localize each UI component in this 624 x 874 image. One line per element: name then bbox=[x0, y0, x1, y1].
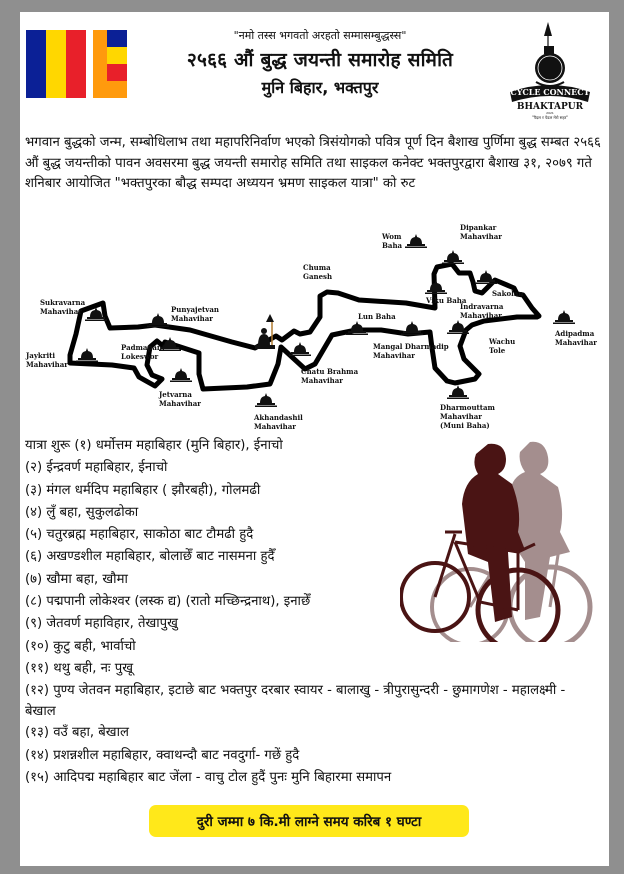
list-item: (१३) वउँ बहा, बेखाल bbox=[25, 725, 129, 741]
map-label-wom-baha: Wom Baha bbox=[382, 232, 403, 250]
map-label-indravarna: Indravarna Mahavihar bbox=[460, 302, 504, 320]
temple-icon bbox=[442, 250, 464, 264]
temple-icon bbox=[405, 234, 427, 248]
list-item: (११) थथु बही, नः पुखू bbox=[25, 660, 134, 676]
poster-card bbox=[20, 12, 609, 866]
list-item: (८) पद्मपानी लोकेश्वर (लस्क द्य) (रातो मच्छिन्द्रनाथ), इनाछेँ bbox=[25, 594, 311, 610]
cycle-connect-logo bbox=[500, 20, 600, 120]
organization-title: २५६६ औं बुद्ध जयन्ती समारोह समिति bbox=[186, 49, 454, 71]
map-label-dharmouttam: Dharmouttam Mahavihar (Muni Baha) bbox=[440, 403, 495, 430]
temple-icon bbox=[255, 393, 277, 407]
map-label-jaykriti: Jaykriti Mahavihar bbox=[26, 351, 68, 369]
map-label-sukravarna: Sukravarna Mahavihar bbox=[40, 298, 86, 316]
map-label-padmapani: Padmapani Lokeswor bbox=[121, 343, 165, 361]
temple-icon bbox=[170, 368, 192, 382]
intro-paragraph: भगवान बुद्धको जन्म, सम्बोधिलाभ तथा महापरिनिर्वाण भएको त्रिसंयोगको पवित्र पूर्ण दिन बैशाख पुर्णिमा बुद्ध सम्बत २५६६ औं बुद्ध जयन्तीको पावन अवसरमा बुद्ध जयन्ती समारोह समिति तथा साइकल कनेक्ट भक्तपुरद्वारा बैशाख ३१, २०७९ गते शनिबार आयोजित "भक्तपुरका बौद्ध सम्पदा अध्ययन भ्रमण साइकल यात्रा" को रुट bbox=[25, 135, 601, 191]
logo-year: 2021 bbox=[546, 111, 554, 115]
list-item: (१०) कुटु बही, भार्वाचो bbox=[25, 638, 136, 654]
map-label-punyajetvan: Punyajetvan Mahavihar bbox=[171, 305, 219, 323]
header bbox=[120, 26, 520, 98]
temple-icon bbox=[425, 280, 447, 294]
logo-banner-text: CYCLE CONNECT bbox=[510, 87, 590, 97]
temple-icon bbox=[147, 313, 169, 327]
list-item: (३) मंगल धर्मदिप महाबिहार ( झौरबही), गोलमढी bbox=[25, 482, 261, 498]
map-label-chatu-brahma: Chatu Brahma Mahavihar bbox=[301, 367, 359, 385]
map-label-chuma-ganesh: Chuma Ganesh bbox=[303, 263, 333, 281]
map-label-jetvarna: Jetvarna Mahavihar bbox=[159, 390, 201, 408]
temple-icon bbox=[289, 342, 311, 356]
map-label-wachu-tole: Wachu Tole bbox=[489, 337, 516, 355]
temple-icon bbox=[447, 385, 469, 399]
route-map bbox=[20, 217, 609, 437]
logo-tagline: "पैदल र पेडल मेरो सहर" bbox=[531, 115, 569, 120]
map-label-viku-baha: Viku Baha bbox=[426, 296, 467, 305]
map-label-sakolan: Sakolan bbox=[492, 289, 524, 298]
map-label-mangal-dharmadip: Mangal Dharmadip Mahavihar bbox=[373, 342, 449, 360]
list-item: (१२) पुण्य जेतवन महाबिहार, इटाछे बाट भक्तपुर दरबार स्वायर - बालाखु - त्रीपुरासुन्दरी - छुमागणेश - महालक्ष्मी - बेखाल bbox=[25, 683, 566, 720]
distance-time-summary: दुरी जम्मा ७ कि.मी लाग्ने समय करिब १ घण्टा bbox=[149, 805, 469, 837]
logo-city-text: BHAKTAPUR bbox=[516, 102, 584, 112]
list-item: (६) अखण्डशील महाबिहार, बोलाछेँ बाट नासमना हुदैँ bbox=[25, 549, 275, 565]
list-item: (५) चतुरब्रह्म महाबिहार, साकोठा बाट टौमढी हुदै bbox=[25, 527, 254, 543]
temple-icon bbox=[553, 310, 575, 324]
list-item: (२) ईन्द्रवर्ण महाबिहार, ईनाचो bbox=[25, 460, 168, 476]
list-item: (१५) आदिपद्म महाबिहार बाट जेंला - वाचु टोल हुदैं पुनः मुनि बिहारमा समापन bbox=[25, 769, 392, 785]
list-item: (९) जेतवर्ण महाविहार, तेखापुखु bbox=[25, 616, 178, 632]
route-stops-list bbox=[25, 435, 605, 789]
list-item: (४) लुँ बहा, सुकुलढोका bbox=[25, 504, 139, 520]
invocation-text: "नमो तस्स भगवतो अरहतो सम्मासम्बुद्धस्स" bbox=[233, 29, 407, 42]
organization-subtitle: मुनि बिहार, भक्तपुर bbox=[261, 78, 379, 97]
list-item: यात्रा शुरू (१) धर्मोत्तम महाबिहार (मुनि बिहार), ईनाचो bbox=[25, 438, 283, 453]
temple-icon bbox=[401, 321, 423, 335]
list-item: (१४) प्रशन्नशील महाबिहार, क्वाथन्दौ बाट नवदुर्गा- गछें हुदै bbox=[25, 747, 300, 763]
temple-icon bbox=[76, 348, 98, 362]
temple-icon bbox=[475, 270, 497, 284]
map-label-dipankar: Dipankar Mahavihar bbox=[460, 223, 502, 241]
map-label-akhandashil: Akhandashil Mahavihar bbox=[254, 413, 303, 431]
buddhist-flag-stripes bbox=[26, 30, 86, 98]
map-label-lun-baha: Lun Baha bbox=[358, 312, 396, 321]
map-label-adipadma: Adipadma Mahavihar bbox=[555, 329, 597, 347]
list-item: (७) खौमा बहा, खौमा bbox=[25, 571, 128, 587]
stupa-logo-icon bbox=[535, 22, 565, 86]
